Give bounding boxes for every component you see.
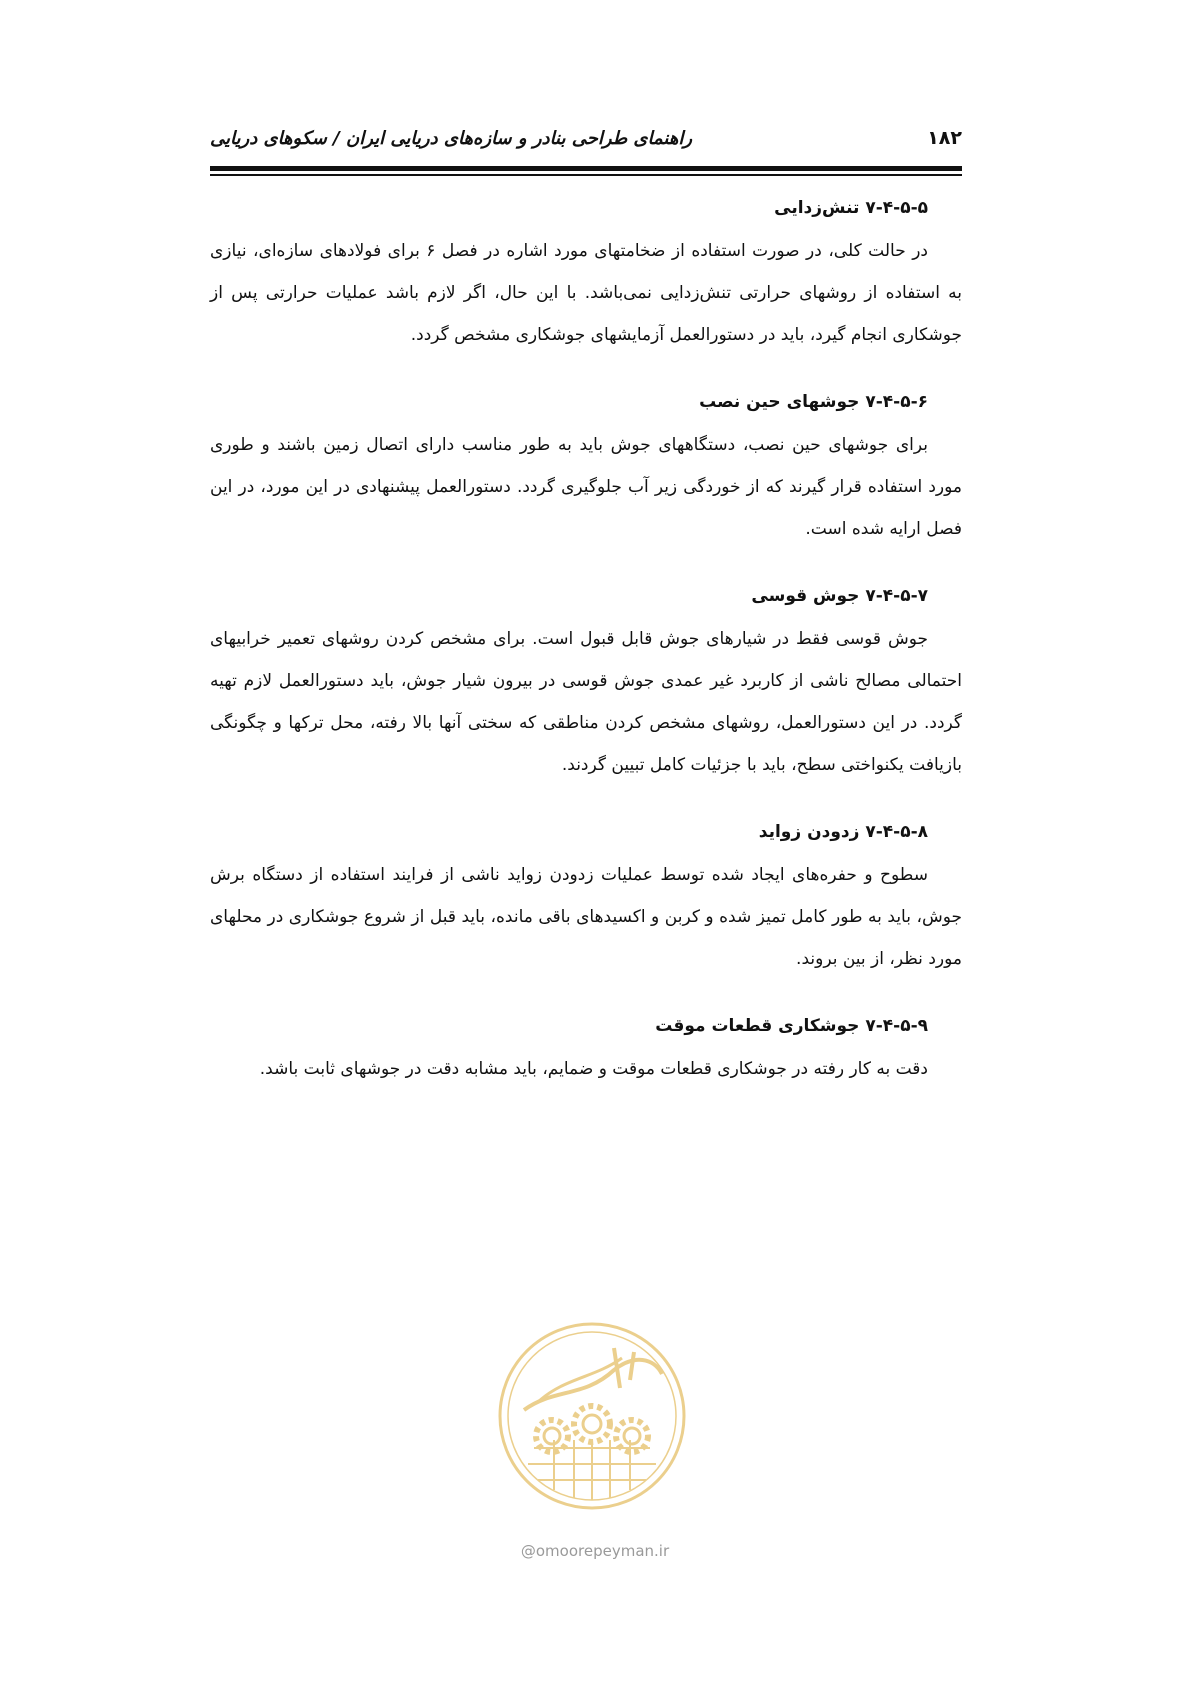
header-rule-thick	[210, 166, 962, 171]
header-rule-thin	[210, 174, 962, 176]
page-number: ۱۸۲	[927, 127, 962, 149]
section	[210, 810, 962, 980]
section-title: ۷-۴-۵-۹ جوشکاری قطعات موقت	[655, 1016, 928, 1036]
section	[210, 186, 962, 356]
content	[210, 186, 962, 1114]
watermark-logo	[494, 1318, 690, 1514]
section-title: ۷-۴-۵-۵ تنش‌زدایی	[774, 198, 928, 218]
watermark-url: @omoorepeyman.ir	[520, 1542, 670, 1560]
section-paragraph: دقت به کار رفته در جوشکاری قطعات موقت و ضمایم، باید مشابه دقت در جوشهای ثابت باشد.	[259, 1059, 928, 1079]
section-title: ۷-۴-۵-۶ جوشهای حین نصب	[699, 392, 928, 412]
section	[210, 1004, 962, 1090]
section-title: ۷-۴-۵-۸ زدودن زواید	[758, 822, 928, 842]
section-title: ۷-۴-۵-۷ جوش قوسی	[751, 586, 928, 606]
section	[210, 380, 962, 550]
section-paragraph: در حالت کلی، در صورت استفاده از ضخامتهای مورد اشاره در فصل ۶ برای فولادهای سازه‌ای، نیازی به استفاده از روشهای حرارتی تنش‌زدایی نمی‌باشد. با این حال، اگر لازم باشد عملیات حرارتی پس از جوشکاری انجام گیرد، باید در دستورالعمل آزمایشهای جوشکاری مشخص گردد.	[210, 241, 962, 345]
section	[210, 574, 962, 786]
section-paragraph: سطوح و حفره‌های ایجاد شده توسط عملیات زدودن زواید ناشی از فرایند استفاده از دستگاه برش جوش، باید به طور کامل تمیز شده و کربن و اکسیدهای باقی مانده، باید قبل از شروع جوشکاری در محلهای مورد نظر، از بین بروند.	[210, 865, 962, 969]
watermark-seal-icon	[494, 1318, 690, 1514]
section-paragraph: جوش قوسی فقط در شیارهای جوش قابل قبول است. برای مشخص کردن روشهای تعمیر خرابیهای احتمالی مصالح ناشی از کاربرد غیر عمدی جوش قوسی در بیرون شیار جوش، باید دستورالعمل لازم تهیه گردد. در این دستورالعمل، روشهای مشخص کردن مناطقی که سختی آنها بالا رفته، محل ترکها و چگونگی بازیافت یکنواختی سطح، باید با جزئیات کامل تبیین گردند.	[210, 629, 962, 775]
section-paragraph: برای جوشهای حین نصب، دستگاههای جوش باید به طور مناسب دارای اتصال زمین باشند و طوری مورد استفاده قرار گیرند که از خوردگی زیر آب جلوگیری گردد. دستورالعمل پیشنهادی در این مورد، در این فصل ارایه شده است.	[210, 435, 962, 539]
running-title: راهنمای طراحی بنادر و سازه‌های دریایی ایران / سکوهای دریایی	[210, 127, 693, 149]
page-header	[210, 118, 962, 158]
